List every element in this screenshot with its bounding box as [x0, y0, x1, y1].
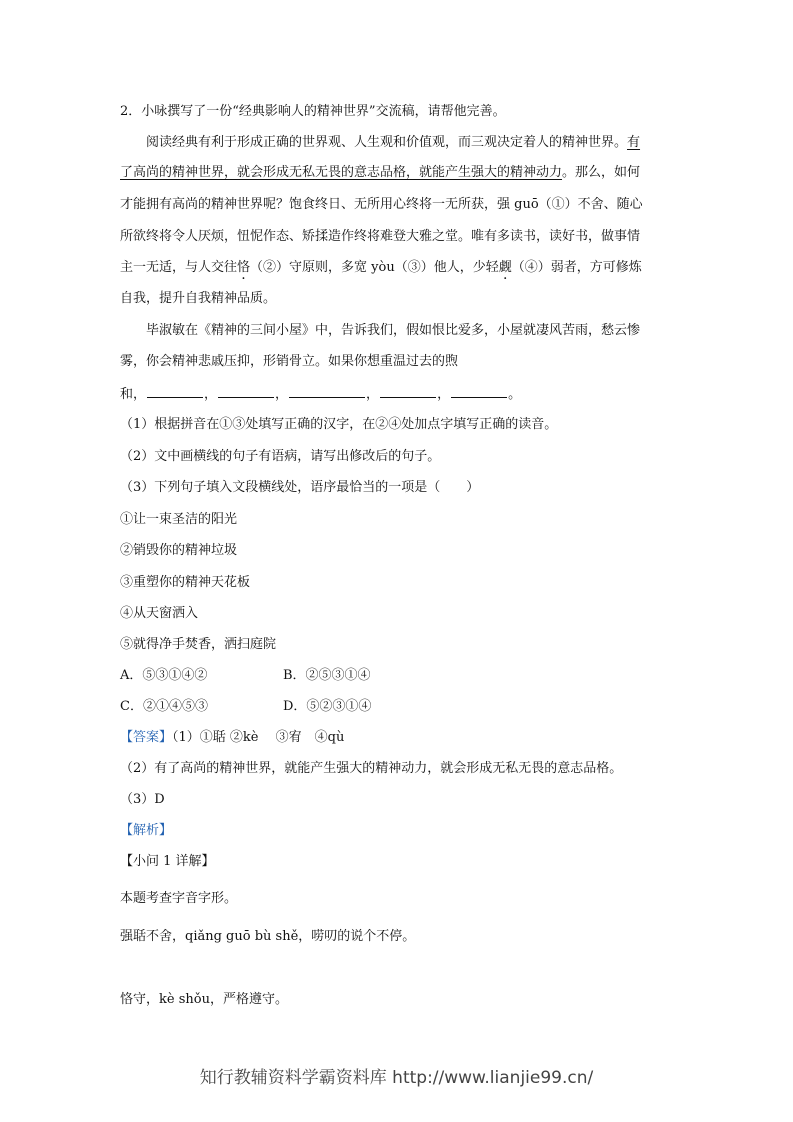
option-item: ②销毁你的精神垃圾: [120, 543, 238, 558]
answer-line: （3）D: [120, 792, 165, 807]
passage-text: 和，: [120, 387, 147, 402]
analysis-label: 【解析】: [120, 823, 173, 838]
passage-line: 雾，你会精神悲戚压抑，形销骨立。如果你想重温过去的煦: [120, 354, 459, 369]
passage-line: 所欲终将令人厌烦，忸怩作态、矫揉造作终将难登大雅之堂。唯有多读书，读好书，做事情: [120, 229, 641, 244]
underlined-sentence: 有: [627, 135, 641, 150]
separator: 。: [508, 387, 522, 402]
passage-line: 自我，提升自我精神品质。: [120, 291, 277, 306]
separator: ，: [437, 387, 451, 402]
sub-question-heading: 【小问 1 详解】: [120, 854, 215, 869]
choice-a: A．⑤③①④②: [120, 668, 208, 683]
passage-line: [146, 134, 640, 152]
sub-question-3: （3）下列句子填入文段横线处，语序最恰当的一项是（ ）: [120, 480, 480, 495]
blank-1: [147, 385, 203, 398]
option-item: ⑤就得净手焚香，洒扫庭院: [120, 637, 277, 652]
sub-question-2: （2）文中画横线的句子有语病，请写出修改后的句子。: [120, 449, 441, 464]
footer-watermark: 知行教辅资料学霸资料库 http://www.lianjie99.cn/: [199, 1068, 594, 1088]
answer-label: 【答案】: [120, 730, 173, 745]
blank-4: [380, 385, 436, 398]
choice-d: D．⑤②③①④: [283, 699, 372, 714]
answer-line: （2）有了高尚的精神世界，就能产生强大的精神动力，就会形成无私无畏的意志品格。: [120, 761, 623, 776]
choice-row: [120, 667, 207, 685]
question-title: 2．小咏撰写了一份“经典影响人的精神世界”交流稿，请帮他完善。: [120, 104, 506, 119]
passage-line: [120, 164, 640, 182]
fill-blank-line: [120, 385, 521, 404]
explanation-line: 强聒不舍，qiǎng guō bù shě，唠叨的说个不停。: [120, 929, 416, 944]
choice-row: [120, 698, 208, 716]
blank-2: [218, 385, 274, 398]
option-item: ④从天窗洒入: [120, 606, 199, 621]
explanation-line: 恪守，kè shǒu，严格遵守。: [120, 992, 288, 1007]
answer-text: （1）①聒 ②kè ③宥 ④qù: [172, 730, 345, 745]
dotted-char: 觑: [498, 260, 512, 275]
answer-line: [120, 729, 344, 747]
dotted-char: 恪: [237, 260, 251, 275]
passage-text: 。那么，如何: [562, 165, 641, 180]
passage-text: 主一无适，与人交往: [120, 260, 238, 275]
passage-text: （②）守原则，多宽 yòu（③）他人，少轻: [250, 260, 499, 275]
passage-line: [120, 259, 642, 277]
sub-question-1: （1）根据拼音在①③处填写正确的汉字，在②④处加点字填写正确的读音。: [120, 417, 558, 432]
passage-line: 毕淑敏在《精神的三间小屋》中，告诉我们，假如恨比爱多，小屋就凄风苦雨，愁云惨: [146, 323, 641, 338]
passage-text: 阅读经典有利于形成正确的世界观、人生观和价值观，而三观决定着人的精神世界。: [146, 135, 628, 150]
underlined-sentence: 了高尚的精神世界，就会形成无私无畏的意志品格，就能产生强大的精神动力: [120, 165, 563, 180]
passage-text: （④）弱者，方可修炼: [511, 260, 642, 275]
option-item: ①让一束圣洁的阳光: [120, 512, 238, 527]
choice-b: B．②⑤③①④: [283, 668, 371, 683]
blank-5: [451, 385, 507, 398]
separator: ，: [204, 387, 218, 402]
choice-c: C．②①④⑤③: [120, 699, 208, 714]
separator: ，: [275, 387, 289, 402]
separator: ，: [366, 387, 380, 402]
blank-3: [289, 385, 365, 398]
explanation-line: 本题考查字音字形。: [120, 891, 238, 906]
option-item: ③重塑你的精神天花板: [120, 575, 251, 590]
passage-line: 才能拥有高尚的精神世界呢？饱食终日、无所用心终将一无所获，强 guō（①）不舍、随心: [120, 197, 643, 212]
